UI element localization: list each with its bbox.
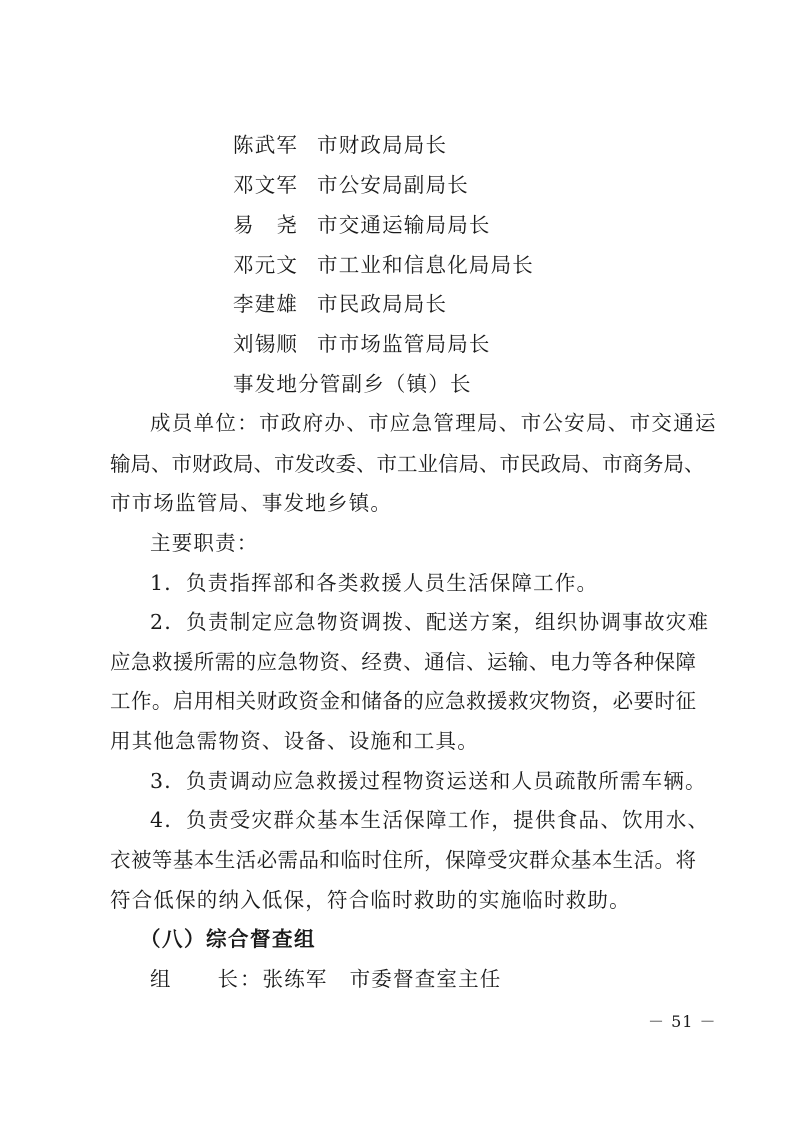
duty-2-line-4: 用其他急需物资、设备、设施和工具。 [110,729,479,753]
member-title: 市民政局局长 [317,292,448,316]
units-line-3: 市市场监管局、事发地乡镇。 [110,491,393,515]
member-title: 市财政局局长 [317,133,448,157]
member-name: 陈武军 [233,133,299,157]
duty-1: 1．负责指挥部和各类救援人员生活保障工作。 [150,571,599,595]
member-row [233,172,469,198]
duty-2-line-1: 2．负责制定应急物资调拨、配送方案，组织协调事故灾难 [150,610,710,634]
member-name: 易 尧 [233,213,299,237]
member-row [233,331,491,357]
member-row [233,132,447,158]
duty-2-line-2: 应急救援所需的应急物资、经费、通信、运输、电力等各种保障 [110,650,696,674]
duties-heading: 主要职责： [150,531,259,555]
member-title: 市市场监管局局长 [317,332,491,356]
member-title: 市公安局副局长 [317,173,469,197]
section-heading: （八）综合督查组 [140,927,316,951]
units-line-2: 输局、市财政局、市发改委、市工业信局、市民政局、市商务局、 [110,452,705,476]
member-title: 市交通运输局局长 [317,213,491,237]
member-row [233,252,534,278]
member-row [233,291,447,317]
duty-4-line-1: 4．负责受灾群众基本生活保障工作，提供食品、饮用水、 [150,808,710,832]
units-line-1: 成员单位：市政府办、市应急管理局、市公安局、市交通运 [150,411,717,435]
duty-2-line-3: 工作。启用相关财政资金和储备的应急救援救灾物资，必要时征 [110,689,696,713]
member-name: 李建雄 [233,292,299,316]
group-leader-name: 张练军 [262,967,328,991]
group-leader-row [150,966,502,992]
member-last-row: 事发地分管副乡（镇）长 [233,372,472,396]
member-name: 邓文军 [233,173,299,197]
duty-4-line-3: 符合低保的纳入低保，符合临时救助的实施临时救助。 [110,888,631,912]
group-leader-title: 市委督查室主任 [349,967,502,991]
group-leader-label: 组 长： [150,967,263,991]
member-name: 邓元文 [233,253,299,277]
duty-4-line-2: 衣被等基本生活必需品和临时住所，保障受灾群众基本生活。将 [110,848,696,872]
page-number: － 51 － [648,1012,717,1031]
member-title: 市工业和信息化局局长 [317,253,534,277]
member-name: 刘锡顺 [233,332,299,356]
member-row [233,212,491,238]
duty-3: 3．负责调动应急救援过程物资运送和人员疏散所需车辆。 [150,769,707,793]
